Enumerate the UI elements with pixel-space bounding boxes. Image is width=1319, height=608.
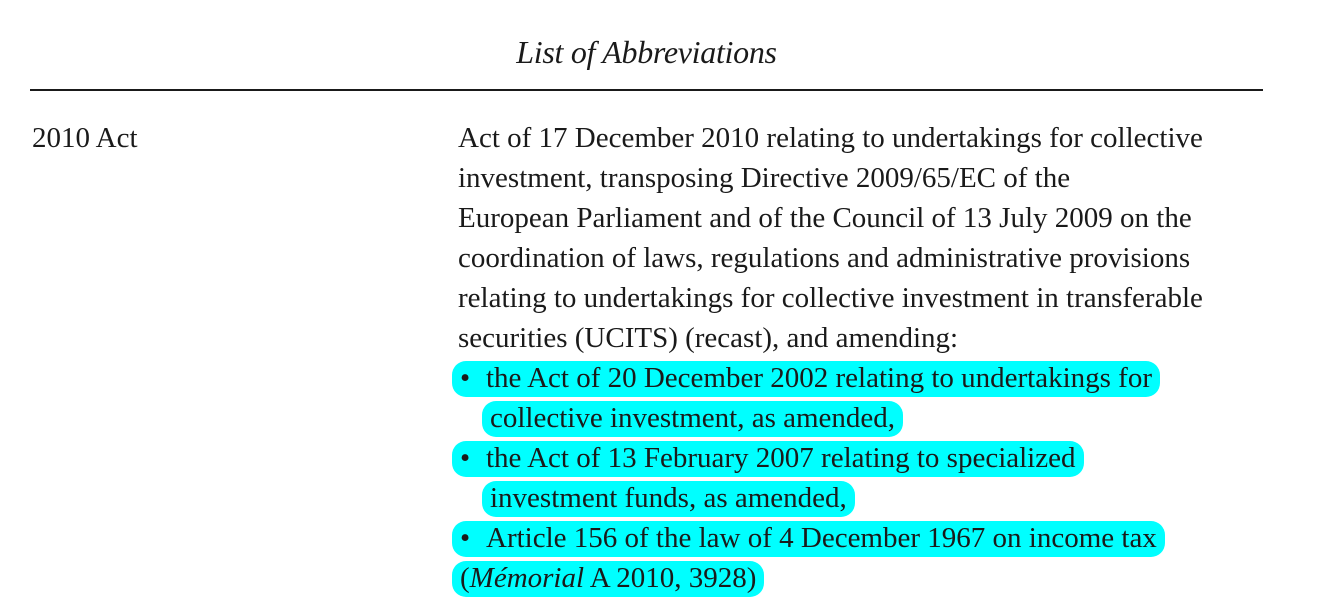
bullet-text: the Act of 20 December 2002 relating to undertakings for (486, 362, 1152, 394)
bullet-text: collective investment, as amended, (490, 402, 896, 434)
highlight (452, 441, 1084, 477)
bullet-item-3-line-1 (452, 518, 1268, 558)
definition-line: European Parliament and of the Council of 13 July 2009 on the (458, 202, 1192, 234)
bullet-text: A 2010, 3928) (584, 562, 757, 594)
definition-line: relating to undertakings for collective investment in transferable (458, 282, 1203, 314)
highlight (452, 561, 764, 597)
bullet-item-2-line-1 (452, 438, 1268, 478)
definition-line: investment, transposing Directive 2009/65/EC of the (458, 162, 1071, 194)
bullet-marker: • (460, 362, 471, 394)
highlight (482, 401, 903, 437)
page-title: List of Abbreviations (516, 34, 777, 70)
bullet-marker: • (460, 442, 471, 474)
bullet-text: Article 156 of the law of 4 December 1967 on income tax (486, 522, 1157, 554)
bullet-text: investment funds, as amended, (490, 482, 847, 514)
bullet-text: the Act of 13 February 2007 relating to specialized (486, 442, 1076, 474)
abbreviation-definition (458, 118, 1268, 598)
bullet-marker: • (460, 522, 471, 554)
bullet-item-2-line-2 (482, 478, 1268, 518)
bullet-item-1-line-2 (482, 398, 1268, 438)
highlight (452, 361, 1160, 397)
abbreviation-term: 2010 Act (32, 122, 138, 154)
definition-line: Act of 17 December 2010 relating to undertakings for collective (458, 122, 1203, 154)
bullet-item-3-line-2 (452, 558, 1268, 598)
bullet-item-1-line-1 (452, 358, 1268, 398)
page-header (30, 0, 1263, 91)
highlight (482, 481, 855, 517)
definition-line: coordination of laws, regulations and administrative provisions (458, 242, 1191, 274)
bullet-text-italic: Mémorial (469, 562, 585, 594)
highlight (452, 521, 1165, 557)
definition-line: securities (UCITS) (recast), and amending: (458, 322, 959, 354)
bullet-text-open: ( (460, 562, 470, 594)
